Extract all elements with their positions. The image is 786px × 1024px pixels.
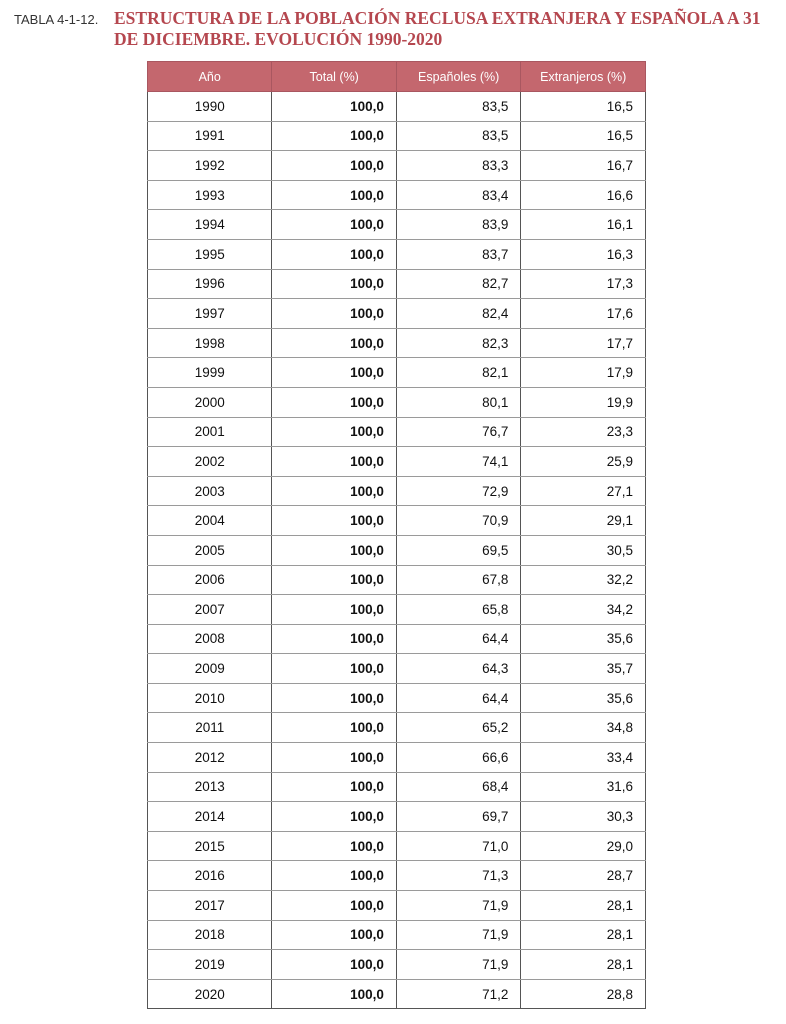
cell-year: 2020 <box>148 979 272 1009</box>
cell-total: 100,0 <box>272 328 396 358</box>
cell-foreign: 32,2 <box>521 565 646 595</box>
cell-year: 2010 <box>148 683 272 713</box>
cell-spanish: 64,3 <box>396 654 521 684</box>
cell-year: 2008 <box>148 624 272 654</box>
cell-foreign: 28,8 <box>521 979 646 1009</box>
cell-total: 100,0 <box>272 713 396 743</box>
cell-total: 100,0 <box>272 772 396 802</box>
cell-spanish: 71,2 <box>396 979 521 1009</box>
cell-year: 2014 <box>148 802 272 832</box>
cell-year: 2017 <box>148 891 272 921</box>
cell-spanish: 80,1 <box>396 387 521 417</box>
table-row <box>148 743 646 773</box>
cell-spanish: 67,8 <box>396 565 521 595</box>
cell-total: 100,0 <box>272 624 396 654</box>
cell-spanish: 71,9 <box>396 920 521 950</box>
cell-total: 100,0 <box>272 743 396 773</box>
cell-year: 2019 <box>148 950 272 980</box>
table-row <box>148 535 646 565</box>
cell-year: 1993 <box>148 180 272 210</box>
table-row <box>148 328 646 358</box>
cell-foreign: 29,1 <box>521 506 646 536</box>
cell-total: 100,0 <box>272 476 396 506</box>
header-year: Año <box>148 62 272 92</box>
cell-year: 1990 <box>148 92 272 122</box>
cell-total: 100,0 <box>272 447 396 477</box>
cell-foreign: 16,6 <box>521 180 646 210</box>
cell-foreign: 23,3 <box>521 417 646 447</box>
cell-total: 100,0 <box>272 506 396 536</box>
cell-total: 100,0 <box>272 535 396 565</box>
cell-foreign: 16,5 <box>521 92 646 122</box>
cell-total: 100,0 <box>272 269 396 299</box>
cell-spanish: 83,9 <box>396 210 521 240</box>
cell-foreign: 30,5 <box>521 535 646 565</box>
cell-spanish: 83,4 <box>396 180 521 210</box>
cell-year: 1999 <box>148 358 272 388</box>
table-row <box>148 683 646 713</box>
cell-year: 2012 <box>148 743 272 773</box>
cell-spanish: 69,7 <box>396 802 521 832</box>
table-row <box>148 299 646 329</box>
cell-foreign: 30,3 <box>521 802 646 832</box>
table-number: TABLA 4-1-12. <box>14 12 99 27</box>
cell-year: 2007 <box>148 595 272 625</box>
cell-total: 100,0 <box>272 387 396 417</box>
cell-spanish: 65,2 <box>396 713 521 743</box>
cell-foreign: 35,6 <box>521 624 646 654</box>
cell-foreign: 16,7 <box>521 151 646 181</box>
cell-foreign: 16,5 <box>521 121 646 151</box>
cell-spanish: 83,5 <box>396 121 521 151</box>
cell-year: 2009 <box>148 654 272 684</box>
cell-year: 2005 <box>148 535 272 565</box>
table-row <box>148 476 646 506</box>
table-row <box>148 891 646 921</box>
cell-total: 100,0 <box>272 920 396 950</box>
cell-foreign: 35,6 <box>521 683 646 713</box>
cell-year: 2000 <box>148 387 272 417</box>
cell-year: 2013 <box>148 772 272 802</box>
cell-year: 2001 <box>148 417 272 447</box>
cell-year: 2011 <box>148 713 272 743</box>
cell-spanish: 69,5 <box>396 535 521 565</box>
cell-spanish: 68,4 <box>396 772 521 802</box>
cell-spanish: 72,9 <box>396 476 521 506</box>
table-row <box>148 861 646 891</box>
cell-total: 100,0 <box>272 950 396 980</box>
table-row <box>148 417 646 447</box>
cell-total: 100,0 <box>272 299 396 329</box>
cell-spanish: 64,4 <box>396 624 521 654</box>
cell-foreign: 28,7 <box>521 861 646 891</box>
cell-total: 100,0 <box>272 417 396 447</box>
cell-spanish: 74,1 <box>396 447 521 477</box>
cell-spanish: 71,3 <box>396 861 521 891</box>
cell-foreign: 17,9 <box>521 358 646 388</box>
cell-foreign: 19,9 <box>521 387 646 417</box>
table-body <box>148 92 646 1009</box>
table-row <box>148 387 646 417</box>
cell-foreign: 35,7 <box>521 654 646 684</box>
cell-total: 100,0 <box>272 831 396 861</box>
cell-foreign: 28,1 <box>521 891 646 921</box>
cell-total: 100,0 <box>272 92 396 122</box>
cell-foreign: 34,8 <box>521 713 646 743</box>
cell-foreign: 28,1 <box>521 920 646 950</box>
cell-foreign: 16,3 <box>521 239 646 269</box>
cell-foreign: 34,2 <box>521 595 646 625</box>
cell-total: 100,0 <box>272 565 396 595</box>
table-row <box>148 565 646 595</box>
cell-spanish: 64,4 <box>396 683 521 713</box>
cell-spanish: 76,7 <box>396 417 521 447</box>
cell-spanish: 71,9 <box>396 950 521 980</box>
cell-spanish: 82,7 <box>396 269 521 299</box>
table-row <box>148 239 646 269</box>
cell-year: 2004 <box>148 506 272 536</box>
cell-total: 100,0 <box>272 239 396 269</box>
population-table <box>147 61 646 1009</box>
cell-total: 100,0 <box>272 358 396 388</box>
table-row <box>148 180 646 210</box>
header-spanish: Españoles (%) <box>396 62 521 92</box>
cell-spanish: 82,1 <box>396 358 521 388</box>
cell-total: 100,0 <box>272 595 396 625</box>
table-row <box>148 713 646 743</box>
table-caption <box>14 8 780 50</box>
cell-foreign: 17,6 <box>521 299 646 329</box>
cell-foreign: 27,1 <box>521 476 646 506</box>
cell-spanish: 66,6 <box>396 743 521 773</box>
cell-total: 100,0 <box>272 979 396 1009</box>
cell-spanish: 82,3 <box>396 328 521 358</box>
table-row <box>148 121 646 151</box>
cell-foreign: 25,9 <box>521 447 646 477</box>
cell-foreign: 28,1 <box>521 950 646 980</box>
cell-spanish: 83,7 <box>396 239 521 269</box>
cell-spanish: 83,3 <box>396 151 521 181</box>
cell-foreign: 17,7 <box>521 328 646 358</box>
cell-total: 100,0 <box>272 180 396 210</box>
table-row <box>148 920 646 950</box>
cell-year: 2006 <box>148 565 272 595</box>
cell-year: 1991 <box>148 121 272 151</box>
cell-year: 1995 <box>148 239 272 269</box>
cell-year: 2003 <box>148 476 272 506</box>
cell-foreign: 29,0 <box>521 831 646 861</box>
header-row <box>148 62 646 92</box>
cell-foreign: 17,3 <box>521 269 646 299</box>
cell-total: 100,0 <box>272 683 396 713</box>
cell-year: 2002 <box>148 447 272 477</box>
table-row <box>148 151 646 181</box>
table-row <box>148 210 646 240</box>
cell-total: 100,0 <box>272 151 396 181</box>
cell-year: 1992 <box>148 151 272 181</box>
cell-year: 2015 <box>148 831 272 861</box>
cell-spanish: 71,0 <box>396 831 521 861</box>
cell-year: 2018 <box>148 920 272 950</box>
table-row <box>148 624 646 654</box>
table-row <box>148 950 646 980</box>
cell-foreign: 16,1 <box>521 210 646 240</box>
table-row <box>148 269 646 299</box>
table-row <box>148 595 646 625</box>
cell-year: 1994 <box>148 210 272 240</box>
table-row <box>148 506 646 536</box>
cell-total: 100,0 <box>272 210 396 240</box>
table-row <box>148 802 646 832</box>
cell-spanish: 65,8 <box>396 595 521 625</box>
cell-spanish: 82,4 <box>396 299 521 329</box>
table-row <box>148 772 646 802</box>
cell-spanish: 83,5 <box>396 92 521 122</box>
cell-total: 100,0 <box>272 121 396 151</box>
cell-year: 1998 <box>148 328 272 358</box>
header-foreign: Extranjeros (%) <box>521 62 646 92</box>
cell-year: 1996 <box>148 269 272 299</box>
cell-foreign: 31,6 <box>521 772 646 802</box>
cell-year: 2016 <box>148 861 272 891</box>
cell-foreign: 33,4 <box>521 743 646 773</box>
cell-spanish: 71,9 <box>396 891 521 921</box>
cell-year: 1997 <box>148 299 272 329</box>
cell-total: 100,0 <box>272 802 396 832</box>
cell-total: 100,0 <box>272 861 396 891</box>
table-row <box>148 358 646 388</box>
cell-total: 100,0 <box>272 654 396 684</box>
table-row <box>148 831 646 861</box>
table-title: ESTRUCTURA DE LA POBLACIÓN RECLUSA EXTRANJERA Y ESPAÑOLA A 31 DE DICIEMBRE. EVOLUCIÓN 1990-2020 <box>114 8 761 49</box>
header-total: Total (%) <box>272 62 396 92</box>
table-row <box>148 654 646 684</box>
table-row <box>148 92 646 122</box>
cell-spanish: 70,9 <box>396 506 521 536</box>
cell-total: 100,0 <box>272 891 396 921</box>
table-row <box>148 447 646 477</box>
table-row <box>148 979 646 1009</box>
